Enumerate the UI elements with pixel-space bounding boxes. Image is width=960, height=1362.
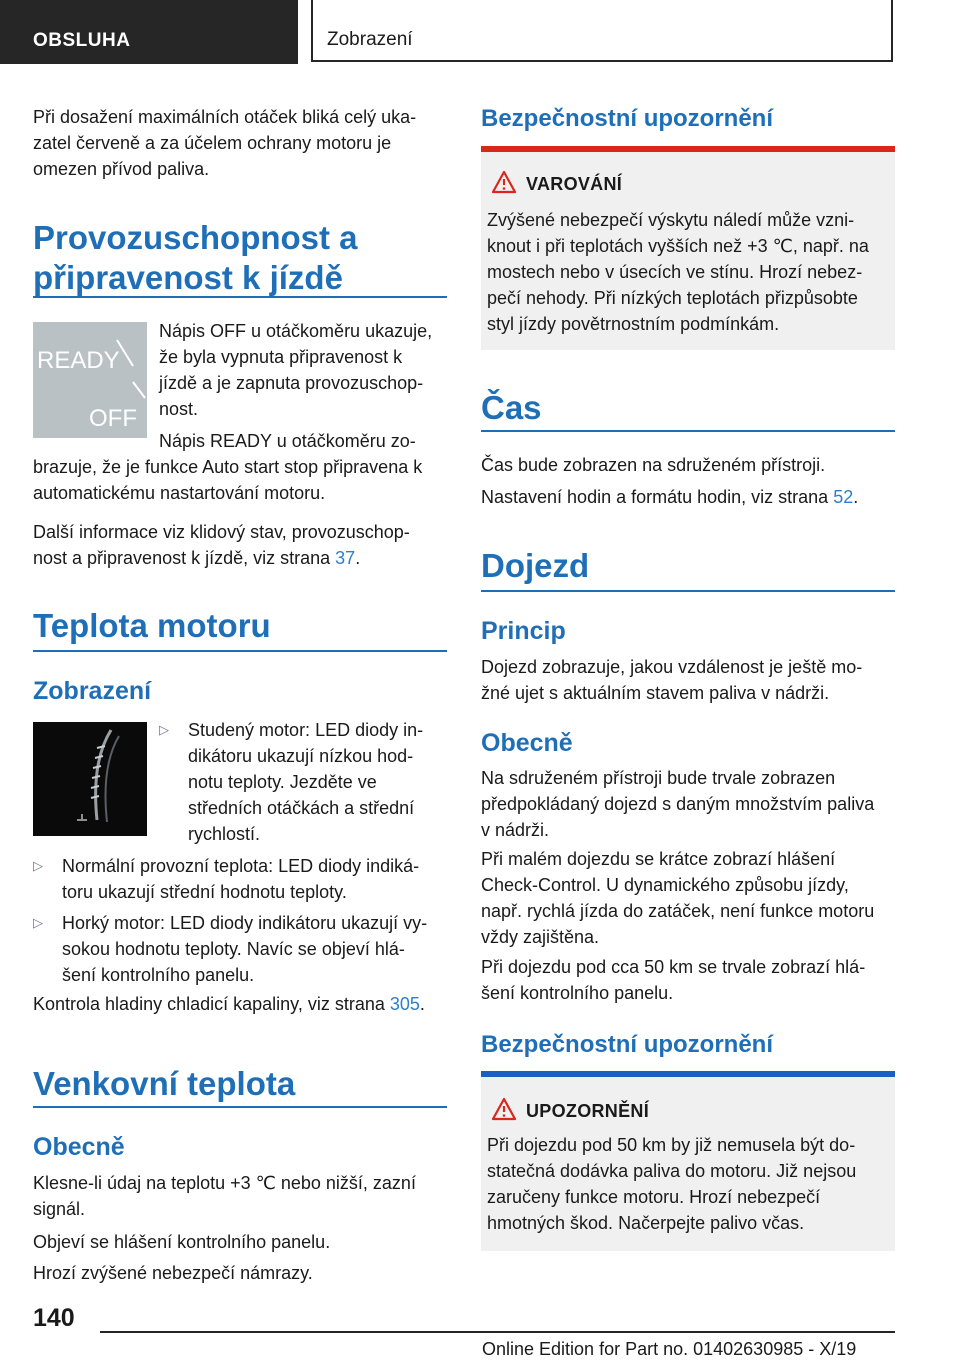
text-line: hmotných škod. Načerpejte palivo včas. [487,1213,805,1233]
text-line: pečí nehody. Při nízkých teplotách přizpůsobte [487,288,858,308]
text-line: styl jízdy povětrnostním podmínkám. [487,314,780,334]
text-line: rychlostí. [188,824,261,844]
heading-rule [481,430,895,432]
heading-rule [33,650,447,652]
heading-rule [33,296,447,298]
tachometer-icon [33,322,147,438]
readiness-paragraph-2-start [159,428,416,454]
temperature-gauge-icon [33,722,147,836]
general-paragraph-1 [481,765,874,843]
warning-text [487,207,869,337]
heading-engine-temperature: Teplota motoru [33,607,271,644]
text-line: šení kontrolního panelu. [62,965,255,985]
heading-rule [33,1106,447,1108]
bullet-triangle-icon: ▷ [33,915,43,930]
outside-paragraph-2: Objeví se hlášení kontrolního panelu. [33,1232,331,1252]
section-title: OBSLUHA [33,30,131,51]
heading-safety-notes-2: Bezpečnostní upozornění [481,1031,774,1058]
page-number: 140 [33,1304,75,1332]
text-line: vždy zajištěna. [481,927,600,947]
general-paragraph-2 [481,846,874,950]
text-line: Při dojezdu pod cca 50 km se trvale zobrazí hlá- [481,957,866,977]
text-line: že byla vypnuta připravenost k [159,347,403,367]
text-line: nost a připravenost k jízdě, viz strana 37. [33,548,361,568]
text-line: signál. [33,1199,86,1219]
page-link-305[interactable]: 305 [389,994,420,1014]
edition-note: Online Edition for Part no. 01402630985 - X/19 [482,1339,857,1359]
text-line: středních otáčkách a střední [188,798,415,818]
time-paragraph-2: Nastavení hodin a formátu hodin, viz strana 52. [481,487,859,507]
text-line: toru ukazují střední hodnotu teploty. [62,882,347,902]
text-line: Normální provozní teplota: LED diody indiká- [62,856,420,876]
text-line: Studený motor: LED diody in- [188,720,424,740]
text-line: statečná dodávka paliva do motoru. Již nejsou [487,1161,857,1181]
warning-bar [481,146,895,152]
heading-rule [481,590,895,592]
text-line: Při dojezdu pod 50 km by již nemusela být do- [487,1135,856,1155]
page-link-37[interactable]: 37 [335,548,356,568]
heading-outside-temperature: Venkovní teplota [33,1065,296,1102]
general-paragraph-3 [481,954,865,1006]
text-line: Nápis OFF u otáčkoměru ukazuje, [159,321,433,341]
text-line: automatickému nastartování motoru. [33,483,326,503]
principle-paragraph [481,654,862,706]
coolant-reference: Kontrola hladiny chladicí kapaliny, viz strana 305. [33,994,425,1014]
readiness-paragraph-2-end [33,454,422,506]
readiness-paragraph-3 [33,519,410,571]
text-line: Horký motor: LED diody indikátoru ukazují vy- [62,913,428,933]
text-line: notu teploty. Jezděte ve [188,772,377,792]
heading-readiness [33,218,358,298]
text-line: Nápis READY u otáčkoměru zo- [159,431,416,451]
heading-line: Provozuschopnost a [33,219,358,256]
text-line: Check-Control. U dynamického způsobu jízdy, [481,875,849,895]
bullet-hot-engine [33,910,453,988]
caution-bar [481,1071,895,1077]
text-line: mostech nebo v úsecích ve stínu. Hrozí nebez- [487,262,863,282]
text-line: např. rychlá jízda do zatáček, není funkce motoru [481,901,875,921]
caution-text [487,1132,856,1236]
text-line: dikátoru ukazují nízkou hod- [188,746,414,766]
text-line: v nádrži. [481,820,550,840]
subheading-principle: Princip [481,617,566,645]
caution-title: UPOZORNĚNÍ [526,1101,650,1121]
subheading-general: Obecně [33,1133,125,1161]
text-line: šení kontrolního panelu. [481,983,674,1003]
bullet-cold-engine [159,717,449,847]
caution-box [481,1071,895,1251]
bullet-normal-temp [33,853,453,905]
text-span: Kontrola hladiny chladicí kapaliny, viz strana [33,994,390,1014]
topic-title: Zobrazení [327,29,413,50]
heading-time: Čas [481,389,542,426]
text-line: omezen přívod paliva. [33,159,210,179]
intro-paragraph [33,104,416,182]
outside-paragraph-1 [33,1170,416,1222]
text-line: žné ujet s aktuálním stavem paliva v nádrži. [481,683,830,703]
bullet-triangle-icon: ▷ [159,722,169,737]
topic-tab [311,0,893,62]
text-line: jízdě a je zapnuta provozuschop- [159,373,424,393]
ready-label: READY [37,347,120,374]
text-line: Další informace viz klidový stav, provozuschop- [33,522,410,542]
section-tab [0,0,298,64]
text-line: zatel červeně a za účelem ochrany motoru je [33,133,392,153]
text-line: předpokládaný dojezd s daným množstvím paliva [481,794,875,814]
heading-safety-notes: Bezpečnostní upozornění [481,105,774,132]
footer-rule [100,1331,895,1333]
readiness-paragraph-1 [159,318,432,422]
text-line: knout i při teplotách vyšších než +3 ℃, např. na [487,236,869,256]
heading-range: Dojezd [481,547,590,584]
heading-line: připravenost k jízdě [33,259,343,296]
subheading-general: Obecně [481,729,573,757]
warning-triangle-icon [491,170,517,194]
warning-box [481,146,895,350]
text-line: Zvýšené nebezpečí výskytu náledí může vzni- [487,210,855,230]
text-line: sokou hodnotu teploty. Navíc se objeví hlá- [62,939,405,959]
outside-paragraph-3: Hrozí zvýšené nebezpečí námrazy. [33,1263,313,1283]
subheading-display: Zobrazení [33,677,152,705]
caution-triangle-icon [491,1097,517,1121]
off-label: OFF [89,405,137,432]
text-line: brazuje, že je funkce Auto start stop připravena k [33,457,423,477]
warning-title: VAROVÁNÍ [526,174,623,194]
text-line: Při dosažení maximálních otáček bliká celý uka- [33,107,417,127]
text-line: nost. [159,399,199,419]
text-span: nost a připravenost k jízdě, viz strana [33,548,336,568]
text-line: Klesne-li údaj na teplotu +3 ℃ nebo nižší, zazní [33,1173,416,1193]
text-line: Dojezd zobrazuje, jakou vzdálenost je ještě mo- [481,657,863,677]
text-line: zaručeny funkce motoru. Hrozí nebezpečí [487,1187,821,1207]
text-line: Na sdruženém přístroji bude trvale zobrazen [481,768,836,788]
ready-off-indicator-image [33,322,147,438]
bullet-triangle-icon: ▷ [33,858,43,873]
time-paragraph-1: Čas bude zobrazen na sdruženém přístroji. [481,455,826,475]
text-span: Nastavení hodin a formátu hodin, viz strana [481,487,834,507]
text-line: Při malém dojezdu se krátce zobrazí hlášení [481,849,836,869]
page-link-52[interactable]: 52 [833,487,854,507]
temperature-indicator-image [33,722,147,836]
